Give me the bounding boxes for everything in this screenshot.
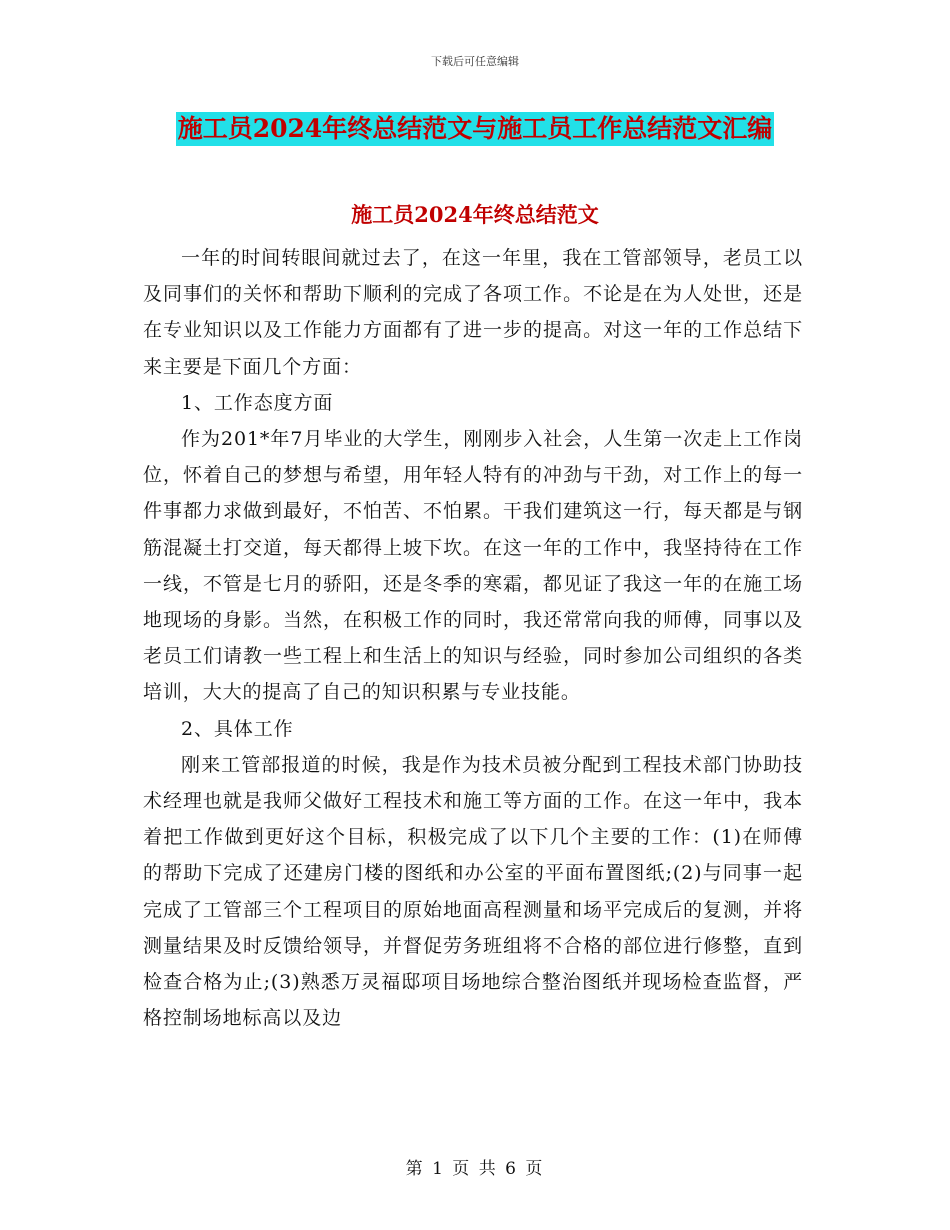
page-footer: 第 1 页 共 6 页 xyxy=(405,1159,545,1179)
body-text xyxy=(143,240,803,1036)
sub-title: 施工员2024年终总结范文 xyxy=(351,202,599,227)
header-note: 下载后可任意编辑 xyxy=(431,55,519,68)
paragraph-intro: 一年的时间转眼间就过去了，在这一年里，我在工管部领导，老员工以及同事们的关怀和帮助下顺利的完成了各项工作。不论是在为人处世，还是在专业知识以及工作能力方面都有了进一步的提高。对这一年的工作总结下来主要是下面几个方面： xyxy=(143,247,803,378)
section-heading-attitude: 1、工作态度方面 xyxy=(181,391,334,414)
paragraph-work: 刚来工管部报道的时候，我是作为技术员被分配到工程技术部门协助技术经理也就是我师父做好工程技术和施工等方面的工作。在这一年中，我本着把工作做到更好这个目标，积极完成了以下几个主要的工作：(1)在师傅的帮助下完成了还建房门楼的图纸和办公室的平面布置图纸;(2)与同事一起完成了工管部三个工程项目的原始地面高程测量和场平完成后的复测，并将测量结果及时反馈给领导，并督促劳务班组将不合格的部位进行修整，直到检查合格为止;(3)熟悉万灵福邸项目场地综合整治图纸并现场检查监督，严格控制场地标高以及边 xyxy=(143,753,803,1030)
section-heading-work: 2、具体工作 xyxy=(181,717,294,740)
main-title: 施工员2024年终总结范文与施工员工作总结范文汇编 xyxy=(176,112,775,146)
main-title-container xyxy=(0,112,950,146)
paragraph-attitude: 作为201*年7月毕业的大学生，刚刚步入社会，人生第一次走上工作岗位，怀着自己的梦想与希望，用年轻人特有的冲劲与干劲，对工作上的每一件事都力求做到最好，不怕苦、不怕累。干我们建筑这一行，每天都是与钢筋混凝土打交道，每天都得上坡下坎。在这一年的工作中，我坚持待在工作一线，不管是七月的骄阳，还是冬季的寒霜，都见证了我这一年的在施工场地现场的身影。当然，在积极工作的同时，我还常常向我的师傅，同事以及老员工们请教一些工程上和生活上的知识与经验，同时参加公司组织的各类培训，大大的提高了自己的知识积累与专业技能。 xyxy=(143,428,803,704)
